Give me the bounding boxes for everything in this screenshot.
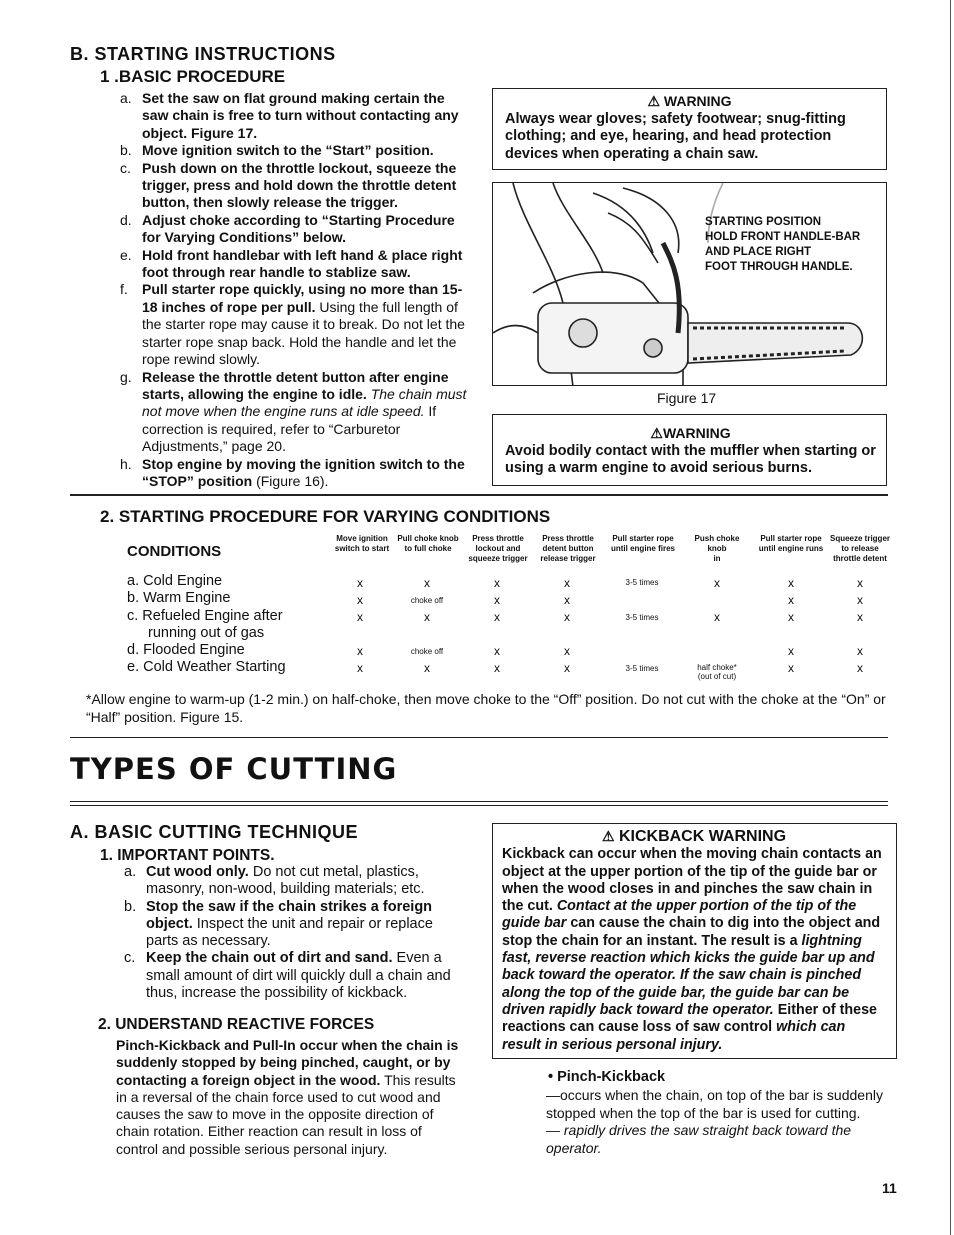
table-cell: x	[564, 593, 570, 607]
list-item: h. Stop engine by moving the ignition switch to the “STOP” position (Figure 16).	[120, 455, 465, 489]
table-cell: x	[857, 576, 863, 590]
table-cell: 3-5 times	[625, 613, 659, 622]
table-cell: x	[564, 644, 570, 658]
table-cell: x	[424, 661, 430, 675]
list-item: e. Hold front handlebar with left hand & place right foot through rear handle to stablize saw.	[120, 246, 463, 281]
table-row-label: d. Flooded Engine	[127, 642, 245, 658]
list-item: c. Keep the chain out of dirt and sand. Even a small amount of dirt will quickly dull a chain and thus, increase the possibility of kickback.	[124, 950, 451, 1002]
table-cell: x	[788, 576, 794, 590]
pinch-kickback-text: —occurs when the chain, on top of the bar is suddenly stopped when the top of the bar is used for cutting. — rapidly drives the saw straight back toward the operator.	[546, 1087, 883, 1156]
chainsaw-starting-illustration	[493, 183, 887, 386]
table-cell: choke off	[410, 596, 444, 605]
table-row-label: running out of gas	[148, 625, 265, 641]
table-column-header: Push choke knob in	[694, 534, 740, 563]
divider	[70, 801, 888, 802]
table-cell: x	[357, 576, 363, 590]
table-row-label: a. Cold Engine	[127, 573, 223, 589]
table-row-label: b. Warm Engine	[127, 590, 231, 606]
warning-triangle-icon: ⚠	[650, 425, 663, 441]
table-cell: x	[857, 610, 863, 624]
section-title-types-of-cutting: TYPES OF CUTTING	[70, 752, 398, 786]
table-cell: x	[357, 644, 363, 658]
warning-triangle-icon: ⚠	[601, 828, 615, 844]
list-item: d. Adjust choke according to “Starting Procedure for Varying Conditions” below.	[120, 211, 455, 246]
table-column-header: Pull starter rope until engine runs	[758, 534, 824, 553]
warning-title: KICKBACK WARNING	[618, 828, 787, 845]
warning-box-muffler	[492, 414, 887, 486]
kickback-warning-box	[492, 823, 897, 1059]
subheading-reactive-forces: 2. UNDERSTAND REACTIVE FORCES	[98, 1016, 375, 1033]
table-cell: x	[564, 661, 570, 675]
list-item: b. Move ignition switch to the “Start” position.	[120, 142, 434, 159]
list-item: g. Release the throttle detent button after engine starts, allowing the engine to idle. The chain must not move when the engine runs at idle speed. If correction is required, refer to “Carburetor Adjustments,” page 20.	[120, 368, 467, 455]
table-cell: x	[564, 576, 570, 590]
table-cell: x	[714, 576, 720, 590]
table-cell: x	[788, 610, 794, 624]
table-cell: x	[494, 644, 500, 658]
table-column-header: Press throttle detent button release trigger	[540, 534, 596, 563]
table-cell: x	[494, 576, 500, 590]
important-points-list	[124, 864, 466, 1002]
table-cell: x	[714, 610, 720, 624]
table-cell: x	[357, 593, 363, 607]
table-column-header: Pull starter rope until engine fires	[610, 534, 675, 553]
list-item: a. Set the saw on flat ground making certain the saw chain is free to turn without contacting any object. Figure 17.	[120, 90, 459, 141]
warning-triangle-icon: ⚠	[647, 93, 660, 109]
table-cell: choke off	[410, 647, 444, 656]
table-cell: half choke*	[697, 663, 737, 672]
table-cell: x	[424, 576, 430, 590]
list-item: b. Stop the saw if the chain strikes a foreign object. Inspect the unit and repair or replace parts as necessary.	[124, 898, 433, 950]
table-cell: 3-5 times	[625, 578, 659, 587]
pinch-kickback-heading: • Pinch-Kickback	[548, 1069, 666, 1085]
subheading-basic-procedure: 1 .BASIC PROCEDURE	[100, 67, 286, 86]
warning-title: WARNING	[662, 425, 731, 441]
divider	[70, 737, 888, 738]
table-cell: x	[857, 661, 863, 675]
table-cell: x	[788, 593, 794, 607]
table-cell: x	[788, 661, 794, 675]
divider	[70, 805, 888, 806]
table-column-header: Pull choke knob to full choke	[397, 534, 459, 553]
figure-17-illustration	[492, 182, 887, 386]
table-cell: (out of cut)	[697, 672, 737, 681]
reactive-forces-text: Pinch-Kickback and Pull-In occur when the chain is suddenly stopped by being pinched, caught, or by contacting a foreign object in the wood. This results in a reversal of the chain force used to cut wood and causes the saw to move in the opposite direction of chain rotation. Either reaction can result in loss of control and possible serious personal injury.	[116, 1037, 459, 1157]
figure-caption: STARTING POSITION HOLD FRONT HANDLE-BAR AND PLACE RIGHT FOOT THROUGH HANDLE.	[705, 216, 861, 273]
divider	[70, 494, 888, 496]
table-cell: 3-5 times	[625, 664, 659, 673]
page-edge	[950, 0, 951, 1235]
warning-title: WARNING	[663, 93, 732, 109]
table-column-header: Squeeze trigger to release throttle detent	[829, 534, 890, 563]
list-item: c. Push down on the throttle lockout, squeeze the trigger, press and hold down the throttle detent button, then slowly release the trigger.	[120, 159, 457, 211]
conditions-label: CONDITIONS	[127, 543, 222, 560]
table-cell: x	[494, 593, 500, 607]
table-cell: x	[494, 661, 500, 675]
table-cell: x	[788, 644, 794, 658]
warning-text: Avoid bodily contact with the muffler when starting or using a warm engine to avoid serious burns.	[505, 442, 876, 476]
table-column-header: Press throttle lockout and squeeze trigger	[468, 534, 528, 563]
list-item: a. Cut wood only. Do not cut metal, plastics, masonry, non-wood, building materials; etc.	[124, 864, 425, 898]
subheading-basic-cutting: A. BASIC CUTTING TECHNIQUE	[70, 822, 359, 842]
warning-text: Kickback can occur when the moving chain contacts an object at the upper portion of the tip of the guide bar or when the wood closes in and pinches the saw chain in the cut. Contact at the upper portion of the tip of the guide bar can cause the chain to dig into the object and stop the chain for an instant. The result is a lightning fast, reverse reaction which kicks the guide bar up and back toward the operator. If the saw chain is pinched along the top of the guide bar, the guide bar can be driven rapidly back toward the operator. Either of these reactions can cause loss of saw control which can result in serious personal injury.	[502, 846, 882, 1053]
table-row-label: c. Refueled Engine after	[127, 608, 283, 624]
footnote: *Allow engine to warm-up (1-2 min.) on half-choke, then move choke to the “Off” position. Do not cut with the choke at the “On” or “Half” position. Figure 15.	[86, 691, 886, 725]
table-cell: x	[424, 610, 430, 624]
section-heading-starting: B. STARTING INSTRUCTIONS	[70, 44, 336, 64]
table-cell: x	[494, 610, 500, 624]
table-cell: x	[857, 644, 863, 658]
page-number: 11	[882, 1180, 897, 1196]
table-cell: x	[857, 593, 863, 607]
list-item: f. Pull starter rope quickly, using no more than 15-18 inches of rope per pull. Using the full length of the starter rope may cause it to break. Do not let the starter rope snap back. Hold the handle and let the rope rewind slowly.	[120, 281, 465, 368]
table-cell: x	[564, 610, 570, 624]
basic-procedure-steps	[120, 90, 470, 490]
subheading-important-points: 1. IMPORTANT POINTS.	[100, 847, 275, 864]
figure-label: Figure 17	[657, 390, 717, 406]
subheading-varying-conditions: 2. STARTING PROCEDURE FOR VARYING CONDITIONS	[100, 507, 551, 526]
table-cell: x	[357, 610, 363, 624]
table-cell: x	[357, 661, 363, 675]
table-column-header: Move ignition switch to start	[334, 534, 390, 553]
warning-box-protective-gear	[492, 88, 887, 170]
table-row-label: e. Cold Weather Starting	[127, 659, 286, 675]
warning-text: Always wear gloves; safety footwear; snug-fitting clothing; and eye, hearing, and head protection devices when operating a chain saw.	[505, 110, 846, 162]
